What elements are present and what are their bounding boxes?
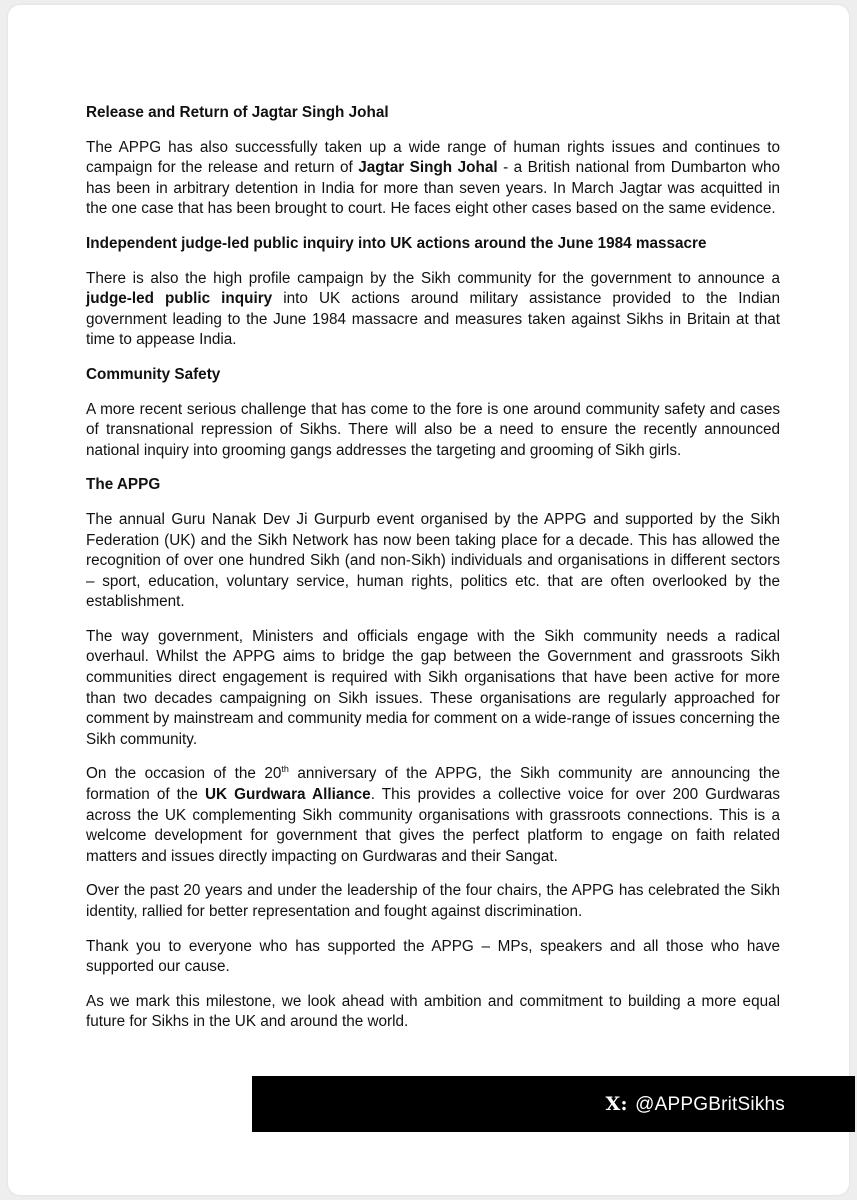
- body-paragraph: [86, 881, 780, 922]
- section-heading: Release and Return of Jagtar Singh Johal: [86, 104, 389, 121]
- bold-text: Jagtar Singh Johal: [358, 159, 498, 177]
- text-run: The APPG has also successfully taken up a wide range of human rights issues and continues to campaign for the release and return of: [86, 138, 780, 177]
- text-run: Thank you to everyone who has supported the APPG – MPs, speakers and all those who have supported our cause.: [86, 937, 780, 976]
- body-paragraph: [86, 400, 780, 462]
- text-run: into UK actions around military assistance provided to the Indian government leading to the June 1984 massacre and measures taken against Sikhs in Britain at that time to appease India.: [86, 290, 780, 349]
- bold-text: judge-led public inquiry: [86, 290, 273, 308]
- body-paragraph: [86, 764, 780, 867]
- document-body: [86, 103, 780, 1047]
- text-run: As we mark this milestone, we look ahead with ambition and commitment to building a more equal future for Sikhs in the UK and around the world.: [86, 992, 780, 1031]
- text-run: On the occasion of the 20: [86, 765, 282, 783]
- social-handle-text: @APPGBritSikhs: [635, 1094, 785, 1115]
- text-run: - a British national from Dumbarton who has been in arbitrary detention in India for more than seven years. In March Jagtar was acquitted in the one case that has been brought to court. He faces eight other cases based on the same evidence.: [86, 159, 780, 218]
- text-run: A more recent serious challenge that has come to the fore is one around community safety and cases of transnational repression of Sikhs. There will also be a need to ensure the recently announced national inquiry into grooming gangs addresses the targeting and grooming of Sikh girls.: [86, 400, 780, 459]
- body-paragraph: [86, 510, 780, 613]
- text-run: The way government, Ministers and officials engage with the Sikh community needs a radical overhaul. Whilst the APPG aims to bridge the gap between the Government and grassroots Sikh communities direct engagement is required with Sikh organisations that have been active for more than two decades campaigning on Sikh issues. These organisations are regularly approached for comment by mainstream and community media for comment on a wide-range of issues concerning the Sikh community.: [86, 627, 780, 748]
- body-paragraph: [86, 627, 780, 751]
- x-logo-icon: X:: [605, 1093, 628, 1115]
- text-run: . This provides a collective voice for over 200 Gurdwaras across the UK complementing Sikh community organisations with grassroots connections. This is a welcome development for government that gives the perfect platform to engage on faith related matters and issues directly impacting on Gurdwaras and their Sangat.: [86, 786, 780, 865]
- section-heading: The APPG: [86, 476, 161, 494]
- body-paragraph: [86, 269, 780, 351]
- section-heading: Community Safety: [86, 365, 221, 383]
- text-run: There is also the high profile campaign by the Sikh community for the government to announce a: [86, 269, 780, 287]
- superscript-text: th: [281, 764, 289, 775]
- text-run: Over the past 20 years and under the leadership of the four chairs, the APPG has celebrated the Sikh identity, rallied for better representation and fought against discrimination.: [86, 882, 780, 920]
- section-heading: Independent judge-led public inquiry into UK actions around the June 1984 massacre: [86, 234, 707, 252]
- footer-banner: [252, 1076, 855, 1132]
- text-run: anniversary of the APPG, the Sikh community are announcing the formation of the: [86, 765, 780, 804]
- body-paragraph: [86, 992, 780, 1033]
- social-handle[interactable]: [606, 1092, 786, 1117]
- document-page: [8, 5, 849, 1195]
- bold-text: UK Gurdwara Alliance: [204, 786, 371, 804]
- body-paragraph: [86, 138, 780, 220]
- body-paragraph: [86, 937, 780, 978]
- text-run: The annual Guru Nanak Dev Ji Gurpurb event organised by the APPG and supported by the Sikh Federation (UK) and the Sikh Network has now been taking place for a decade. This has allowed the recognition of over one hundred Sikh (and non-Sikh) individuals and organisations in different sectors – sport, education, voluntary service, human rights, politics etc. that are often overlooked by the establishment.: [86, 510, 780, 611]
